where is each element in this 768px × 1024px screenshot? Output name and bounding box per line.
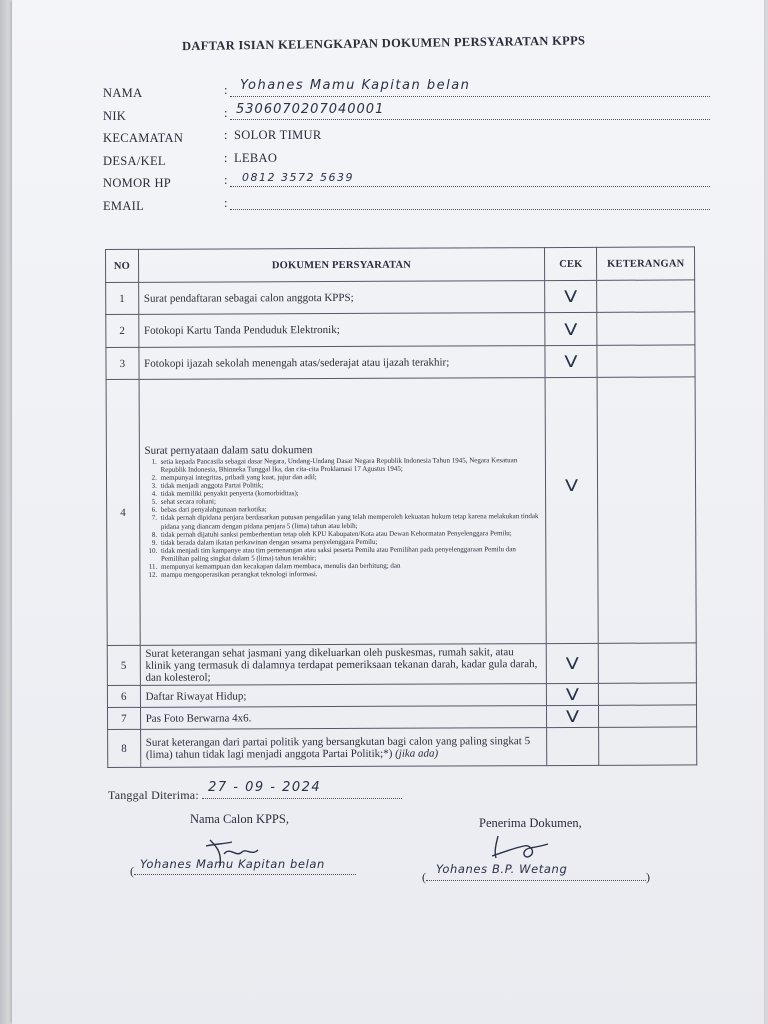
- identity-label: NOMOR HP: [103, 176, 172, 190]
- candidate-label: Nama Calon KPPS,: [190, 812, 289, 826]
- identity-section: [100, 80, 710, 215]
- form-paper: [12, 0, 764, 1024]
- statement-heading: Surat pernyataan dalam satu dokumen: [144, 443, 313, 457]
- receiver-name: Yohanes B.P. Wetang: [436, 862, 568, 876]
- row-check-cell: [545, 312, 597, 345]
- row-check-cell: [547, 727, 599, 765]
- row-notes: [599, 683, 697, 705]
- row-notes: [599, 643, 697, 683]
- table-row: [107, 643, 696, 686]
- table-row: [108, 727, 697, 768]
- check-mark: V: [565, 475, 579, 495]
- dotted-line: [230, 186, 710, 187]
- receiver-label: Penerima Dokumen,: [479, 816, 582, 830]
- table-row: [106, 345, 695, 380]
- row-check-cell: [545, 345, 597, 377]
- table-row: [108, 705, 697, 730]
- table-row: [106, 280, 695, 315]
- row-document: Fotokopi ijazah sekolah menengah atas/sederajat atau ijazah terakhir;: [139, 346, 546, 380]
- requirements-table: [105, 246, 697, 768]
- received-label: Tanggal Diterima:: [108, 788, 199, 802]
- open-paren: (: [422, 870, 426, 884]
- dotted-line: [134, 857, 356, 875]
- table-row: [106, 312, 695, 348]
- candidate-name: Yohanes Mamu Kapitan belan: [140, 857, 325, 871]
- table-header-row: [106, 247, 695, 283]
- statement-item: 4. tidak memiliki penyakit penyerta (komorbiditas);: [159, 488, 541, 498]
- identity-row-name: [100, 80, 710, 103]
- dotted-line: [230, 119, 710, 120]
- candidate-name-line: [130, 857, 356, 879]
- row-number: 3: [106, 347, 139, 379]
- identity-label: EMAIL: [103, 198, 145, 213]
- identity-row-desa: [100, 148, 710, 171]
- header-notes: KETERANGAN: [597, 247, 695, 280]
- header-check: CEK: [545, 247, 597, 280]
- identity-colon: :: [224, 105, 228, 120]
- statement-item: 2. mempunyai integritas, pribadi yang kuat, jujur dan adil;: [159, 472, 541, 482]
- row-number: 8: [108, 729, 141, 767]
- row-check-cell: [547, 705, 599, 727]
- row-number: 7: [108, 707, 141, 729]
- row-document: Pas Foto Berwarna 4x6.: [140, 706, 547, 730]
- open-paren: (: [130, 864, 134, 878]
- identity-label: NIK: [103, 108, 127, 123]
- identity-row-phone: [100, 170, 710, 193]
- check-mark: V: [564, 286, 578, 306]
- name-value: Yohanes Mamu Kapitan belan: [240, 78, 471, 93]
- row-document: Surat pendaftaran sebagai calon anggota KPPS;: [138, 281, 545, 315]
- identity-colon: :: [224, 150, 228, 165]
- identity-label: NAMA: [103, 86, 143, 100]
- row-document-text: Surat keterangan dari partai politik yang bersangkutan bagi calon yang paling singkat 5 (lima) tahun tidak lagi menjadi anggota Partai Politik;*): [145, 734, 531, 761]
- dotted-line: [202, 780, 402, 799]
- statement-item: 5. sehat secara rohani;: [159, 496, 541, 506]
- identity-row-nik: [100, 103, 710, 126]
- received-date-value: 27 - 09 - 2024: [208, 780, 322, 795]
- row-check-cell: [545, 377, 598, 643]
- row-number: 5: [107, 645, 140, 685]
- dotted-line: [426, 862, 646, 881]
- receiver-name-line: [422, 862, 650, 885]
- check-mark: V: [566, 706, 580, 726]
- desa-value: LEBAO: [234, 150, 278, 165]
- statement-item: 10. tidak menjadi tim kampanye atau tim pemenangan atau saksi peserta Pemilu atau Pemilihan pada penyelenggaraan Pemilu dan Pemilihan paling singkat dalam 5 (lima) tahun terakhir;: [159, 545, 541, 563]
- row-notes: [598, 377, 697, 643]
- header-document: DOKUMEN PERSYARATAN: [138, 248, 545, 283]
- form-title: DAFTAR ISIAN KELENGKAPAN DOKUMEN PERSYARATAN KPPS: [181, 33, 586, 54]
- row-notes: [599, 705, 697, 727]
- statement-item: 3. tidak menjadi anggota Partai Politik;: [159, 480, 541, 490]
- header-no: NO: [106, 249, 139, 282]
- identity-colon: :: [224, 195, 228, 210]
- row-document: Fotokopi Kartu Tanda Penduduk Elektronik;: [138, 313, 545, 348]
- check-mark: V: [566, 684, 580, 704]
- identity-colon: :: [224, 173, 228, 187]
- phone-value: 0812 3572 5639: [242, 171, 354, 184]
- row-document: [140, 728, 547, 768]
- identity-colon: :: [224, 128, 228, 142]
- row-notes: [599, 727, 697, 765]
- statement-item: 7. tidak pernah dipidana penjara berdasarkan putusan pengadilan yang telah memperoleh kekuatan hukum tetap karena melakukan tindak pidana yang diancam dengan pidana penjara 5 (lima) tahun atau lebih;: [159, 513, 541, 531]
- check-mark: V: [564, 319, 578, 339]
- row-number: 2: [106, 314, 139, 347]
- identity-colon: :: [224, 83, 228, 97]
- nik-value: 5306070207040001: [236, 101, 385, 117]
- dotted-line: [230, 209, 710, 210]
- kecamatan-value: SOLOR TIMUR: [234, 128, 322, 142]
- row-number: 1: [106, 282, 139, 314]
- check-mark: V: [565, 653, 580, 673]
- statement-item: 9. tidak berada dalam ikatan perkawinan dengan sesama penyelenggara Pemilu;: [159, 537, 541, 547]
- row-document: Daftar Riwayat Hidup;: [140, 684, 547, 708]
- row-notes: [597, 345, 695, 377]
- check-mark: V: [564, 351, 578, 371]
- statement-item: 11. mempunyai kemampuan dan kecakapan dalam membaca, menulis dan berhitung; dan: [159, 561, 541, 571]
- close-paren: ): [646, 870, 650, 884]
- row-check-cell: [546, 643, 598, 683]
- identity-row-email: [100, 193, 710, 216]
- statement-item: 1. setia kepada Pancasila sebagai dasar Negara, Undang-Undang Dasar Negara Republik Indonesia Tahun 1945, Negara Kesatuan Republik Indonesia, Bhinneka Tunggal Ika, dan cita-cita Proklamasi 17 Agustus 1945;: [159, 456, 541, 474]
- row-document: [139, 378, 547, 646]
- receiver-signature: [490, 834, 550, 864]
- row-notes: [597, 280, 695, 312]
- received-date-line: [108, 780, 402, 803]
- statement-item: 6. bebas dari penyalahgunaan narkotika;: [159, 504, 541, 514]
- statement-item: 8. tidak pernah dijatuhi sanksi pemberhentian tetap oleh KPU Kabupaten/Kota atau Dewan Kehormatan Penyelenggara Pemilu;: [159, 529, 541, 539]
- table-row: [106, 377, 696, 646]
- statement-item: 12. mampu mengoperasikan perangkat teknologi informasi.: [159, 569, 541, 579]
- dotted-line: [230, 96, 710, 97]
- row-check-cell: [547, 683, 599, 705]
- row-document: Surat keterangan sehat jasmani yang dikeluarkan oleh puskesmas, rumah sakit, atau klinik yang termasuk di dalamnya terdapat pemeriksaan tekanan darah, kadar gula darah, dan kolesterol;: [140, 644, 547, 686]
- row-number: 6: [107, 685, 140, 707]
- identity-label: DESA/KEL: [103, 153, 166, 168]
- statement-list: [145, 456, 541, 579]
- identity-row-kecamatan: [100, 125, 710, 148]
- table-row: [107, 683, 696, 708]
- row-notes: [597, 312, 695, 345]
- identity-label: KECAMATAN: [103, 131, 184, 145]
- row-number: 4: [106, 379, 140, 645]
- row-check-cell: [545, 280, 597, 312]
- row-document-note: (jika ada): [395, 747, 439, 760]
